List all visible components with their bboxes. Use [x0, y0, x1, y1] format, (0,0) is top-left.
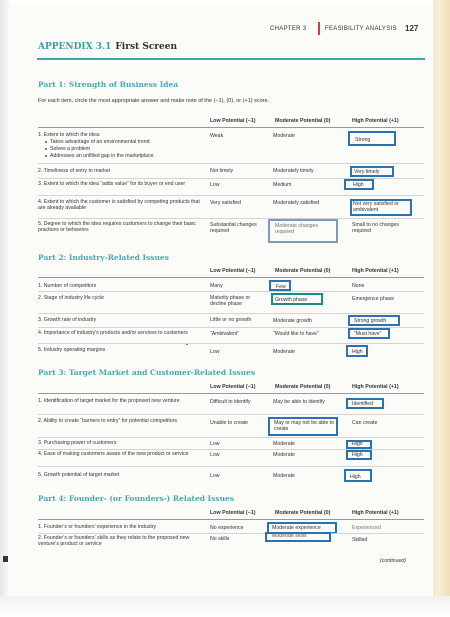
part4-title: Part 4: Founder- (or Founders-) Related Issues	[38, 494, 235, 503]
answer-highlight	[348, 328, 390, 339]
part1-header-rule	[38, 127, 424, 128]
part4-row2-low: No skills	[210, 536, 230, 542]
answer-highlight	[268, 219, 338, 243]
part2-row4-criterion: 4. Importance of industry’s products and/or services to customers	[38, 330, 188, 336]
part3-row3-high: High	[352, 441, 363, 447]
part1-row5-high: Small to no changes required	[352, 222, 400, 235]
part1-col-high: High Potential (+1)	[352, 118, 399, 124]
part3-row2-high: Can create	[352, 420, 378, 426]
part4-header-rule	[38, 519, 424, 520]
part3-row3-low: Low	[210, 441, 220, 447]
part4-row2-moderate: Moderate skills	[272, 533, 307, 539]
continued-note: (continued)	[380, 558, 406, 564]
bullet	[45, 155, 47, 157]
part2-header-rule	[38, 277, 424, 278]
row-divider	[38, 533, 424, 534]
appendix-title: First Screen	[115, 42, 178, 52]
part1-row3-criterion: 3. Extent to which the idea “adds value” for its buyer or end user	[38, 181, 186, 187]
part4-row1-low: No experience	[210, 525, 244, 531]
part2-row3-moderate: Moderate growth	[273, 318, 312, 324]
answer-highlight	[265, 532, 331, 542]
part2-row5-criterion: 5. Industry operating margins	[38, 347, 106, 353]
part2-col-high: High Potential (+1)	[352, 268, 399, 274]
row-divider	[38, 466, 424, 467]
row-divider	[38, 195, 424, 196]
row-divider	[38, 313, 424, 314]
part4-col-high: High Potential (+1)	[352, 510, 399, 516]
part3-row4-low: Low	[210, 452, 220, 458]
part2-col-moderate: Moderate Potential (0)	[275, 268, 331, 274]
answer-highlight	[346, 440, 372, 449]
part1-title: Part 1: Strength of Business Idea	[38, 80, 179, 89]
scan-bottom-shadow	[0, 596, 450, 617]
part1-row1-criterion: 1. Extent to which the idea:	[38, 132, 101, 138]
part3-title: Part 3: Target Market and Customer-Related Issues	[38, 368, 256, 377]
part1-row3-low: Low	[210, 182, 220, 188]
answer-highlight	[346, 450, 372, 460]
part2-row2-criterion: 2. Stage of industry life cycle	[38, 295, 105, 301]
part3-row4-high: High	[352, 452, 363, 458]
part2-row5-low: Low	[210, 349, 220, 355]
part1-row2-low: Not timely	[210, 168, 234, 174]
part1-col-moderate: Moderate Potential (0)	[275, 118, 331, 124]
row-divider	[38, 163, 424, 164]
part4-row1-moderate: Moderate experience	[272, 525, 321, 531]
part2-row3-high: Strong growth	[354, 318, 387, 324]
part4-row2-criterion: 2. Founder’s or founders’ skills as they relate to the proposed new venture’s product or service	[38, 535, 190, 548]
part2-row1-low: Many	[210, 283, 223, 289]
row-divider	[38, 414, 424, 415]
part2-row4-low: “Ambivalent”	[210, 331, 240, 337]
answer-highlight	[271, 293, 323, 305]
part4-row1-high: Experienced	[352, 525, 381, 531]
part2-row2-moderate: Growth phase	[275, 297, 308, 303]
part1-row4-low: Very satisfied	[210, 200, 241, 206]
part1-row1-moderate: Moderate	[273, 133, 295, 139]
part1-row4-moderate: Moderately satisfied	[273, 200, 320, 206]
part3-row5-criterion: 5. Growth potential of target market	[38, 472, 120, 478]
part3-row5-low: Low	[210, 473, 220, 479]
row-divider	[38, 291, 424, 292]
part3-row1-moderate: May be able to identify	[273, 399, 325, 405]
part2-row3-criterion: 3. Growth rate of industry	[38, 317, 97, 323]
page-number: 127	[405, 24, 419, 33]
part2-row2-high: Emergence phase	[352, 296, 395, 302]
part1-row2-criterion: 2. Timeliness of entry to market	[38, 168, 111, 174]
part1-row5-low: Substantial changes required	[210, 222, 257, 235]
part2-row4-moderate: “Would like to have”	[273, 331, 319, 337]
part2-row1-high: None	[352, 283, 365, 289]
answer-highlight	[269, 280, 291, 291]
part3-col-moderate: Moderate Potential (0)	[275, 384, 331, 390]
answer-highlight	[346, 398, 384, 409]
part3-col-high: High Potential (+1)	[352, 384, 399, 390]
part1-row1-bullet1: Takes advantage of an environmental trend	[50, 139, 150, 145]
part3-row1-low: Difficult to identify	[210, 399, 251, 405]
chapter-label: CHAPTER 3	[270, 26, 307, 32]
part2-col-low: Low Potential (−1)	[210, 268, 256, 274]
part1-row1-bullet3: Addresses an unfilled gap in the marketplace	[50, 153, 154, 159]
part2-row3-low: Little or no growth	[210, 317, 252, 323]
title-rule	[37, 58, 425, 60]
part1-row3-moderate: Medium	[273, 182, 292, 188]
answer-highlight	[350, 199, 412, 216]
part2-row2-low: Maturity phase or decline phase	[210, 295, 251, 308]
answer-highlight	[348, 315, 400, 326]
part2-row5-moderate: Moderate	[273, 349, 295, 355]
part3-row4-moderate: Moderate	[273, 452, 295, 458]
answer-highlight	[346, 345, 368, 357]
part1-row1-high: Strong	[355, 137, 371, 143]
appendix-heading	[38, 42, 177, 52]
part3-row4-criterion: 4. Ease of making customers aware of the new product or service	[38, 451, 189, 457]
part3-header-rule	[38, 393, 424, 394]
part3-col-low: Low Potential (−1)	[210, 384, 256, 390]
page-edge	[433, 0, 450, 600]
part1-row1-bullet2: Solves a problem	[50, 146, 91, 152]
header-divider	[318, 22, 320, 35]
part1-row1-low: Weak	[210, 133, 224, 139]
part3-row2-low: Unable to create	[210, 420, 249, 426]
part4-row1-criterion: 1. Founder’s or founders’ experience in the industry	[38, 524, 157, 530]
part3-row2-criterion: 2. Ability to create “barriers to entry” for potential competitors	[38, 418, 177, 424]
appendix-label: APPENDIX 3.1	[38, 42, 112, 52]
part1-row4-criterion: 4. Extent to which the customer is satisfied by competing products that are already available	[38, 199, 200, 212]
part3-row3-moderate: Moderate	[273, 441, 295, 447]
part1-col-low: Low Potential (−1)	[210, 118, 256, 124]
part3-row2-moderate: May or may not be able to create	[274, 420, 334, 433]
part1-instructions: For each item, circle the most appropriate answer and make note of the (−1), (0), or (+1) score.	[38, 98, 270, 104]
part1-row2-high: Very timely	[354, 169, 380, 175]
part1-row2-moderate: Moderately timely	[273, 168, 314, 174]
part2-title: Part 2: Industry-Related Issues	[38, 253, 169, 262]
answer-highlight	[268, 417, 338, 436]
part2-row5-high: High	[352, 349, 363, 355]
part3-row1-criterion: 1. Identification of target market for the proposed new venture	[38, 398, 180, 404]
part2-row4-high: “Must have”	[354, 331, 382, 337]
part1-row3-high: High	[353, 182, 364, 188]
part4-col-moderate: Moderate Potential (0)	[275, 510, 331, 516]
part2-row1-criterion: 1. Number of competitors	[38, 283, 97, 289]
part1-row4-high: Not very satisfied or ambivalent	[353, 201, 399, 214]
row-divider	[38, 437, 424, 438]
part4-col-low: Low Potential (−1)	[210, 510, 256, 516]
part1-row5-moderate: Moderate changes required	[275, 223, 318, 236]
part2-row1-moderate: Few	[276, 284, 286, 290]
part3-row3-criterion: 3. Purchasing power of customers	[38, 440, 117, 446]
answer-highlight	[350, 166, 394, 177]
part3-row5-moderate: Moderate	[273, 473, 295, 479]
part3-row1-high: Identified	[352, 401, 374, 407]
section-label: FEASIBILITY ANALYSIS	[325, 26, 397, 32]
part4-row2-high: Skilled	[352, 537, 368, 543]
row-divider	[38, 218, 424, 219]
scan-mark	[3, 556, 8, 562]
answer-highlight	[348, 131, 396, 146]
bullet	[45, 141, 47, 143]
answer-highlight	[344, 469, 372, 482]
part3-row5-high: High	[350, 474, 361, 480]
answer-highlight	[344, 179, 374, 190]
part1-row5-criterion: 5. Degree to which the idea requires customers to change their basic practices or behaviors	[38, 221, 197, 234]
bullet	[45, 148, 47, 150]
row-divider	[38, 343, 424, 344]
